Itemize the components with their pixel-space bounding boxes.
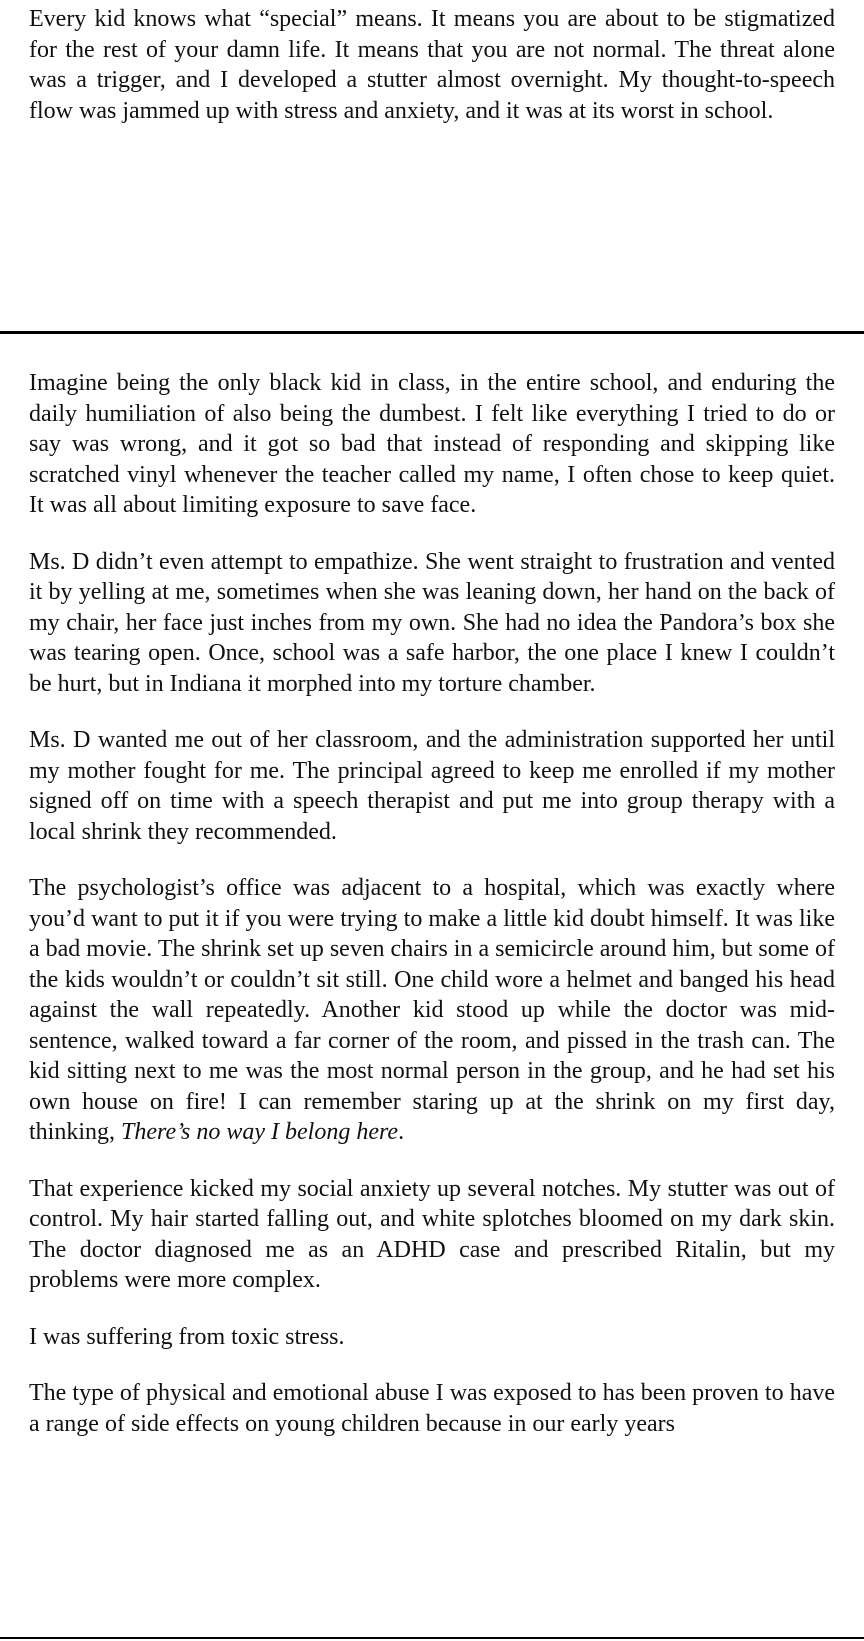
paragraph-social-anxiety: That experience kicked my social anxiety up several notches. My stutter was out of control. My hair started falling out, and white splotches bloomed on my dark skin. The doctor diagnosed me as an ADHD case and prescribed Ritalin, but my problems were more complex. [29,1175,835,1293]
page-bottom-edge [0,1637,864,1639]
italic-thought: There’s no way I belong here [121,1119,399,1145]
paragraph-toxic-stress: I was suffering from toxic stress. [29,1323,345,1350]
paragraph-administration: Ms. D wanted me out of her classroom, and the administration supported her until my mother fought for me. The principal agreed to keep me enrolled if my mother signed off on time with a speech therapist and put me into group therapy with a local shrink they recommended. [29,727,835,845]
paragraph-ms-d-yelling: Ms. D didn’t even attempt to empathize. She went straight to frustration and vented it by yelling at me, sometimes when she was leaning down, her hand on the back of my chair, her face just inches from my own. She had no idea the Pandora’s box she was tearing open. Once, school was a safe harbor, the one place I knew I couldn’t be hurt, but in Indiana it morphed into my torture chamber. [29,548,835,697]
paragraph-abuse-effects: The type of physical and emotional abuse I was exposed to has been proven to have a range of side effects on young children because in our early years [29,1380,835,1437]
paragraph-special-stutter: Every kid knows what “special” means. It means you are about to be stigmatized for the rest of your damn life. It means that you are not normal. The threat alone was a trigger, and I developed a stutter almost overnight. My thought-to-speech flow was jammed up with stress and anxiety, and it was at its worst in school. [29,6,835,124]
page-main [0,334,864,1639]
psychologist-office-text: The psychologist’s office was adjacent to a hospital, which was exactly where you’d want to put it if you were trying to make a little kid doubt himself. It was like a bad movie. The shrink set up seven chairs in a semicircle around him, but some of the kids wouldn’t or couldn’t sit still. One child wore a helmet and banged his head against the wall repeatedly. Another kid stood up while the doctor was mid-sentence, walked toward a far corner of the room, and pissed in the trash can. The kid sitting next to me was the most normal person in the group, and he had set his own house on fire! I can remember staring up at the shrink on my first day, thinking, [29,875,836,1145]
paragraph-psychologist-office [29,873,835,1148]
page-top-fragment [0,0,864,333]
italic-tail: . [398,1119,405,1145]
paragraph-only-black-kid: Imagine being the only black kid in class, in the entire school, and enduring the daily humiliation of also being the dumbest. I felt like everything I tried to do or say was wrong, and it got so bad that instead of responding and skipping like scratched vinyl whenever the teacher called my name, I often chose to keep quiet. It was all about limiting exposure to save face. [29,370,835,518]
